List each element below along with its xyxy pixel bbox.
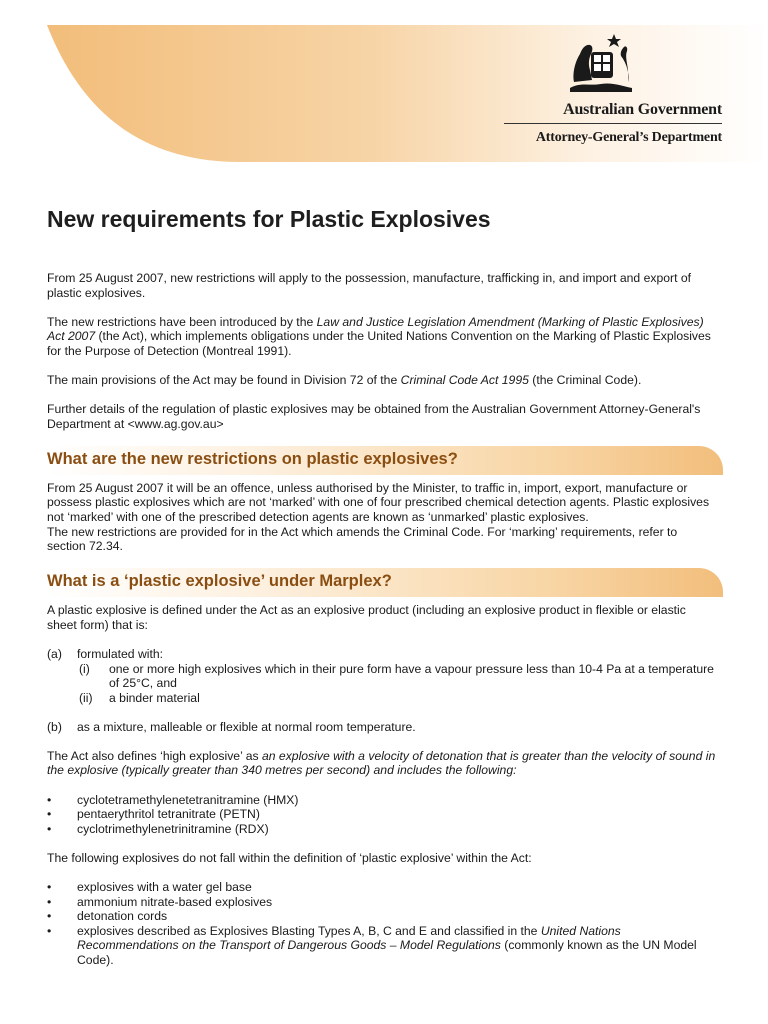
definition-criteria-a xyxy=(47,647,717,705)
government-branding xyxy=(504,100,722,146)
intro-paragraph-1: From 25 August 2007, new restrictions will apply to the possession, manufacture, trafficking in, and import and export of plastic explosives. xyxy=(47,271,692,300)
high-explosive-paragraph: The Act also defines ‘high explosive’ as an explosive with a velocity of detonation that is greater than the velocity of sound in the explosive (typically greater than 340 metres per second) and includes the following: xyxy=(47,748,716,778)
intro-paragraph-3: The main provisions of the Act may be found in Division 72 of the Criminal Code Act 1995 (the Criminal Code). xyxy=(47,372,642,387)
page-title: New requirements for Plastic Explosives xyxy=(47,206,491,232)
intro-paragraph-2: The new restrictions have been introduced by the Law and Justice Legislation Amendment (Marking of Plastic Explosives) Act 2007 (the Act), which implements obligations under the United Nations Convention on the Marking of Plastic Explosives for the Purpose of Detection (Montreal 1991). xyxy=(47,314,711,358)
section-heading-restrictions xyxy=(47,446,723,475)
list-label: (i) xyxy=(79,661,90,676)
list-item: • cyclotetramethylenetetranitramine (HMX) xyxy=(47,792,299,807)
list-label: (a) xyxy=(47,646,62,661)
document-body xyxy=(47,205,717,982)
list-text: as a mixture, malleable or flexible at normal room temperature. xyxy=(77,719,416,734)
high-explosives-list xyxy=(47,793,717,837)
list-text: formulated with: xyxy=(77,646,164,661)
section-heading-text: What is a ‘plastic explosive’ under Marplex? xyxy=(47,572,392,591)
restrictions-paragraph-2: The new restrictions are provided for in the Act which amends the Criminal Code. For ‘marking’ requirements, refer to section 72.34. xyxy=(47,524,678,554)
list-item: • detonation cords xyxy=(47,909,168,924)
list-item: • explosives with a water gel base xyxy=(47,879,252,894)
list-label: (ii) xyxy=(79,690,93,705)
list-item: • cyclotrimethylenetrinitramine (RDX) xyxy=(47,821,269,836)
coat-of-arms-icon xyxy=(566,32,636,94)
list-label: (b) xyxy=(47,719,62,734)
section-heading-definition xyxy=(47,568,723,597)
department-name: Attorney-General’s Department xyxy=(535,130,722,145)
exclusions-paragraph: The following explosives do not fall within the definition of ‘plastic explosive’ within the Act: xyxy=(47,850,532,865)
definition-criteria-b xyxy=(47,720,717,735)
list-text: one or more high explosives which in their pure form have a vapour pressure less than 10-4 Pa at a temperature of 25°C, and xyxy=(109,661,714,691)
list-item: • explosives described as Explosives Blasting Types A, B, C and E and classified in the United Nations Recommendations on the Transport of Dangerous Goods – Model Regulations (commonly known as the UN Model Code). xyxy=(47,923,697,967)
list-item: • ammonium nitrate-based explosives xyxy=(47,894,273,909)
excluded-explosives-list xyxy=(47,880,717,968)
branding-divider xyxy=(504,123,722,124)
list-item: • pentaerythritol tetranitrate (PETN) xyxy=(47,807,260,822)
restrictions-paragraph-1: From 25 August 2007 it will be an offence, unless authorised by the Minister, to traffic in, import, export, manufacture or possess plastic explosives which are not ‘marked’ with one of four prescribed chemical detection agents. Plastic explosives not ‘marked’ with one of the prescribed detection agents are known as ‘unmarked’ plastic explosives. xyxy=(47,480,710,524)
intro-paragraph-4: Further details of the regulation of plastic explosives may be obtained from the Australian Government Attorney-General's Department at <www.ag.gov.au> xyxy=(47,402,701,431)
section-heading-text: What are the new restrictions on plastic explosives? xyxy=(47,449,458,468)
definition-paragraph: A plastic explosive is defined under the Act as an explosive product (including an explosive product in flexible or elastic sheet form) that is: xyxy=(47,603,686,632)
list-text: a binder material xyxy=(109,690,200,705)
government-name: Australian Government xyxy=(563,101,722,118)
